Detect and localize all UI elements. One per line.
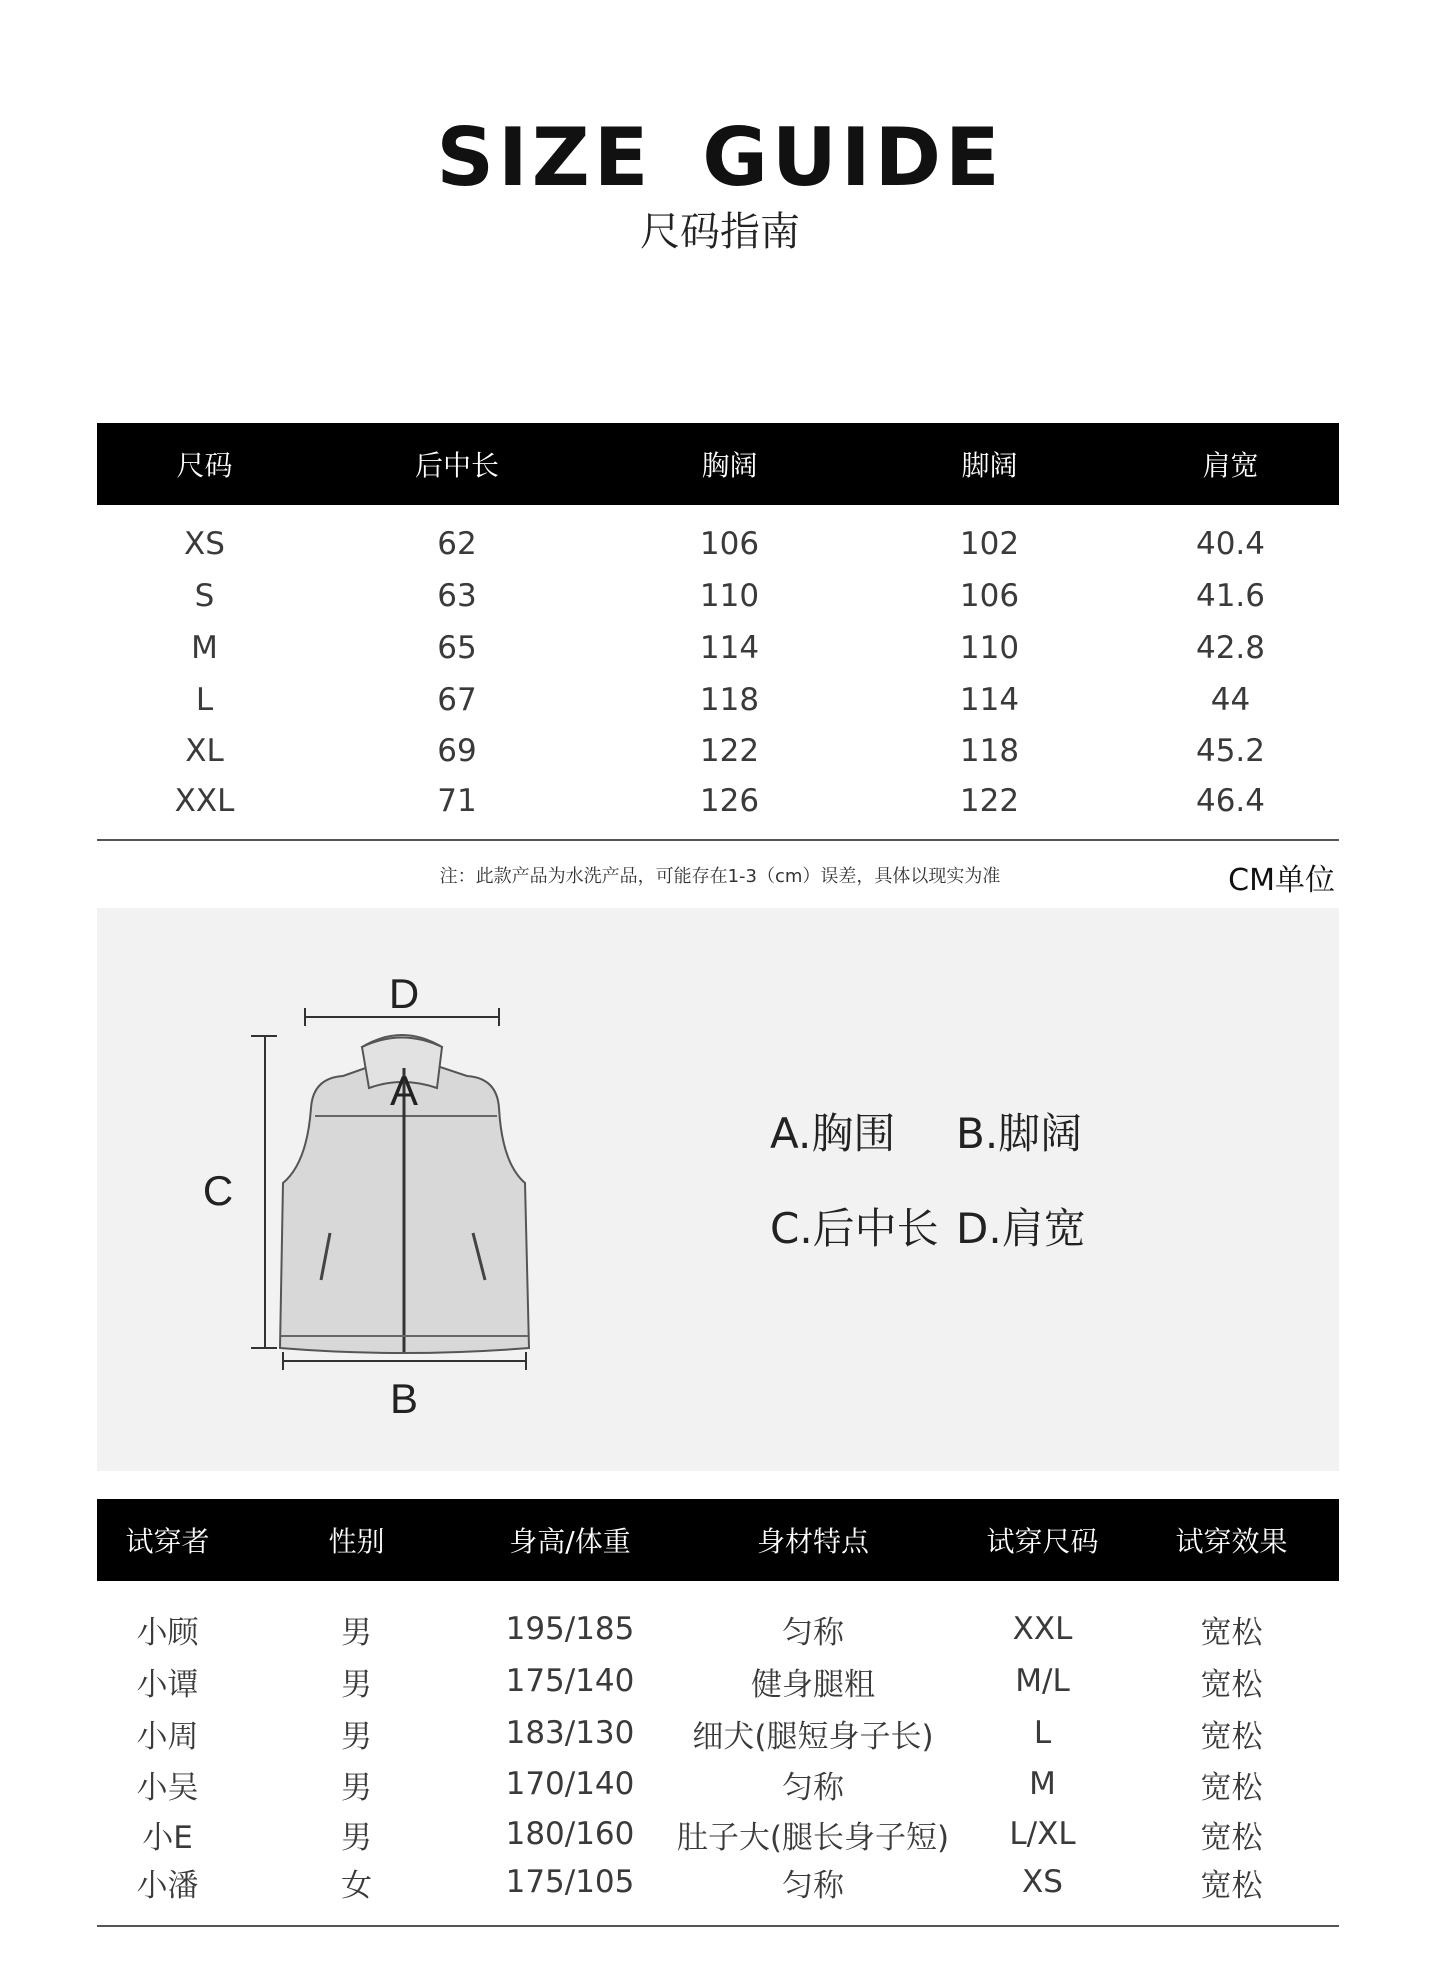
fit-effect-col-header: 试穿效果 [1175, 1525, 1288, 1558]
body-type-col-header: 身材特点 [756, 1525, 869, 1558]
table-cell: 170/140 [505, 1766, 635, 1802]
table-cell: 男 [341, 1819, 372, 1856]
table-cell: XXL [174, 783, 235, 819]
legend-d: D.肩宽 [956, 1204, 1086, 1253]
back-length-col-header: 后中长 [414, 449, 499, 482]
fit-table-divider [97, 1925, 1339, 1927]
label-a: A [389, 1067, 419, 1114]
table-cell: 45.2 [1195, 733, 1266, 769]
table-cell: XL [185, 733, 224, 769]
size-table-header [97, 423, 1339, 505]
table-cell: 男 [341, 1666, 372, 1703]
table-cell: 175/140 [505, 1663, 635, 1699]
table-cell: 匀称 [782, 1867, 844, 1904]
table-row [97, 1859, 1339, 1905]
table-cell: S [194, 578, 215, 614]
table-cell: 63 [437, 578, 477, 614]
legend-a: A.胸围 [770, 1109, 896, 1158]
legend-b: B.脚阔 [956, 1109, 1083, 1158]
table-cell: L [195, 682, 214, 718]
size-col-header: 尺码 [176, 449, 233, 482]
table-cell: 110 [699, 578, 760, 614]
table-cell: L/XL [1009, 1816, 1076, 1852]
table-cell: 宽松 [1200, 1867, 1263, 1904]
table-cell: XXL [1012, 1611, 1073, 1647]
table-cell: 106 [959, 578, 1020, 614]
table-cell: 126 [699, 783, 760, 819]
table-cell: 小吴 [136, 1769, 199, 1806]
table-cell: 102 [959, 526, 1020, 562]
label-c: C [202, 1167, 234, 1214]
table-cell: M [191, 630, 218, 666]
table-cell: 男 [341, 1769, 372, 1806]
table-cell: 男 [341, 1614, 372, 1651]
table-cell: 46.4 [1195, 783, 1266, 819]
table-cell: M/L [1015, 1663, 1070, 1699]
tester-col-header: 试穿者 [125, 1525, 210, 1558]
measurement-note: 注：此款产品为水洗产品，可能存在1-3（cm）误差，具体以现实为准 [439, 866, 1001, 887]
table-cell: 180/160 [505, 1816, 635, 1852]
page-title: SIZE GUIDE [436, 111, 1004, 204]
table-cell: 114 [959, 682, 1020, 718]
measurement-diagram-panel [97, 908, 1339, 1471]
vest-diagram [97, 908, 1339, 1471]
table-cell: 男 [341, 1718, 372, 1755]
table-cell: 宽松 [1200, 1769, 1263, 1806]
table-cell: 肚子大(腿长身子短) [676, 1819, 950, 1856]
table-row [97, 1707, 1339, 1759]
table-row [97, 1603, 1339, 1655]
table-cell: 69 [437, 733, 477, 769]
table-cell: 110 [959, 630, 1020, 666]
table-cell: 健身腿粗 [751, 1666, 875, 1703]
table-cell: 宽松 [1200, 1718, 1263, 1755]
table-cell: 小周 [136, 1718, 199, 1755]
tried-size-col-header: 试穿尺码 [986, 1525, 1099, 1558]
table-row [97, 674, 1339, 726]
chest-col-header: 胸阔 [701, 449, 758, 482]
table-cell: XS [1022, 1864, 1063, 1900]
table-cell: 67 [437, 682, 477, 718]
height-weight-col-header: 身高/体重 [509, 1525, 631, 1558]
label-b: B [389, 1375, 419, 1422]
unit-label: CM单位 [1228, 863, 1335, 898]
table-cell: 122 [959, 783, 1020, 819]
table-cell: 114 [699, 630, 760, 666]
table-cell: M [1029, 1766, 1056, 1802]
table-row [97, 622, 1339, 674]
size-table-divider [97, 839, 1339, 841]
size-table-body [97, 518, 1339, 826]
label-d: D [388, 970, 420, 1017]
table-cell: 71 [437, 783, 477, 819]
table-cell: 小谭 [136, 1666, 199, 1703]
fit-table-header [97, 1499, 1339, 1581]
table-row [97, 726, 1339, 776]
table-cell: XS [184, 526, 225, 562]
table-row [97, 1809, 1339, 1859]
table-cell: 小E [142, 1819, 193, 1856]
table-cell: 小潘 [136, 1867, 199, 1904]
table-row [97, 776, 1339, 826]
table-cell: 宽松 [1200, 1614, 1263, 1651]
table-cell: 65 [437, 630, 477, 666]
table-cell: 41.6 [1195, 578, 1266, 614]
table-cell: 匀称 [782, 1769, 844, 1806]
hem-col-header: 脚阔 [961, 449, 1018, 482]
table-cell: L [1033, 1715, 1052, 1751]
table-cell: 175/105 [505, 1864, 635, 1900]
table-row [97, 518, 1339, 570]
table-cell: 195/185 [505, 1611, 635, 1647]
table-cell: 44 [1210, 682, 1251, 718]
table-row [97, 570, 1339, 622]
table-cell: 62 [437, 526, 477, 562]
table-cell: 42.8 [1195, 630, 1266, 666]
table-cell: 细犬(腿短身子长) [692, 1718, 934, 1755]
table-row [97, 1655, 1339, 1707]
table-cell: 匀称 [782, 1614, 844, 1651]
table-cell: 106 [699, 526, 760, 562]
table-cell: 女 [341, 1867, 372, 1904]
fit-table-body [97, 1603, 1339, 1905]
legend-c: C.后中长 [770, 1204, 939, 1253]
table-cell: 118 [959, 733, 1020, 769]
table-cell: 40.4 [1195, 526, 1266, 562]
table-row [97, 1759, 1339, 1809]
table-cell: 小顾 [136, 1614, 199, 1651]
table-cell: 宽松 [1200, 1666, 1263, 1703]
shoulder-col-header: 肩宽 [1202, 449, 1259, 482]
table-cell: 183/130 [505, 1715, 635, 1751]
table-cell: 122 [699, 733, 760, 769]
page-subtitle: 尺码指南 [640, 209, 800, 255]
table-cell: 宽松 [1200, 1819, 1263, 1856]
table-cell: 118 [699, 682, 760, 718]
gender-col-header: 性别 [328, 1525, 385, 1558]
